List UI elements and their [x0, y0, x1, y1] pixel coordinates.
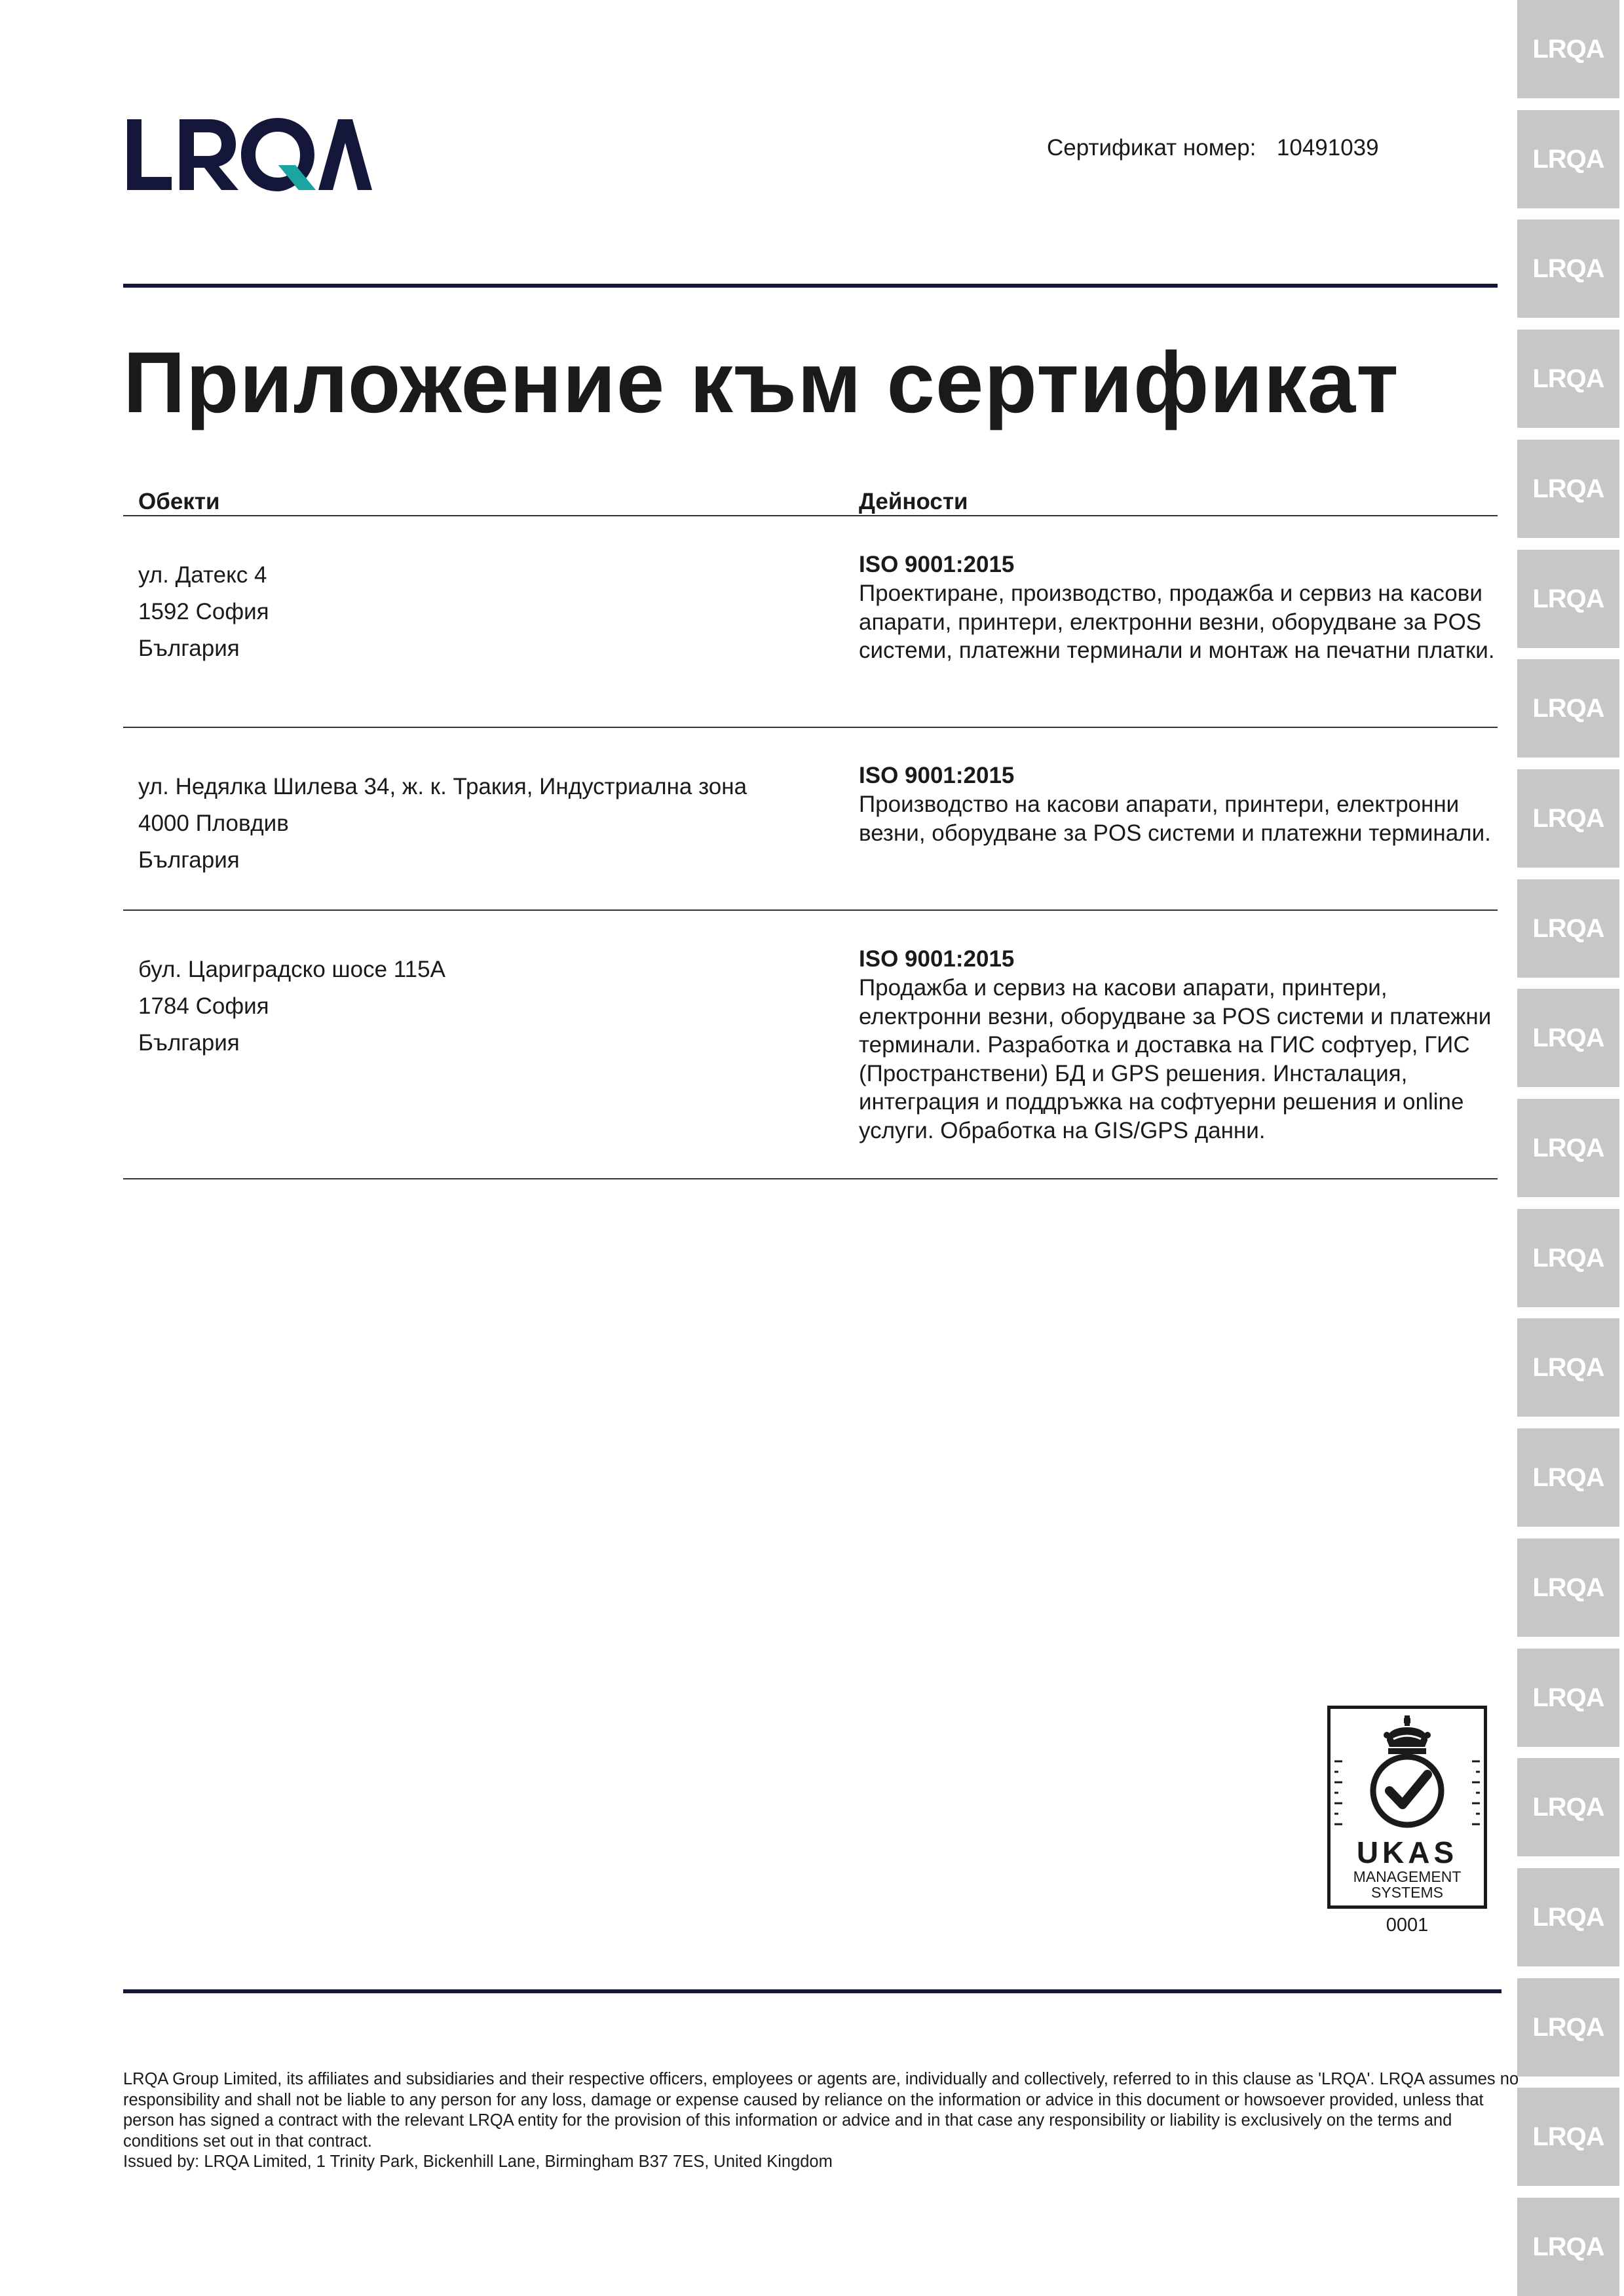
ukas-line2: SYSTEMS: [1371, 1884, 1443, 1901]
side-tab-lrqa: [1517, 769, 1619, 868]
side-tab-lrqa: [1517, 1868, 1619, 1966]
side-tab-lrqa: [1517, 440, 1619, 538]
side-tab-lrqa: [1517, 989, 1619, 1087]
activity-description: Проектиране, производство, продажба и сервиз на касови апарати, принтери, електронни везни, оборудване за POS системи, платежни терминали и монтаж на печатни платки.: [859, 581, 1495, 663]
side-tab-label: LRQA: [1532, 1902, 1604, 1932]
side-tab-label: LRQA: [1532, 2012, 1604, 2042]
table-row: [138, 769, 747, 879]
footer-issued-by: Issued by: LRQA Limited, 1 Trinity Park, Bickenhill Lane, Birmingham B37 7ES, United Kingdom: [123, 2152, 833, 2171]
side-tab-lrqa: [1517, 2198, 1619, 2296]
side-tab-label: LRQA: [1532, 803, 1604, 833]
side-tab-label: LRQA: [1532, 2232, 1604, 2261]
activity-cell: [859, 550, 1514, 665]
side-tab-lrqa: [1517, 1649, 1619, 1747]
side-tab-lrqa: [1517, 879, 1619, 978]
site-city: 4000 Пловдив: [138, 811, 289, 836]
side-tab-label: LRQA: [1532, 144, 1604, 174]
site-street: ул. Датекс 4: [138, 562, 267, 588]
side-tab-label: LRQA: [1532, 1352, 1604, 1382]
site-street: бул. Цариградско шосе 115А: [138, 957, 445, 982]
side-tab-lrqa: [1517, 1099, 1619, 1197]
certificate-number-value: 10491039: [1276, 135, 1379, 161]
table-row: [138, 951, 445, 1062]
ukas-mark: [1327, 1706, 1487, 1909]
side-tab-lrqa: [1517, 1318, 1619, 1417]
side-tab-lrqa: [1517, 1428, 1619, 1527]
site-city: 1592 София: [138, 599, 269, 624]
lrqa-logo: [123, 115, 372, 194]
footer-divider: [123, 1989, 1501, 1993]
side-tab-lrqa: [1517, 2088, 1619, 2186]
side-tab-label: LRQA: [1532, 693, 1604, 723]
side-tab-label: LRQA: [1532, 1243, 1604, 1272]
side-tab-lrqa: [1517, 1539, 1619, 1637]
site-street: ул. Недялка Шилева 34, ж. к. Тракия, Индустриална зона: [138, 774, 747, 799]
table-bottom-divider: [123, 1178, 1498, 1179]
side-tab-label: LRQA: [1532, 2122, 1604, 2151]
side-tab-lrqa: [1517, 220, 1619, 318]
activity-cell: [859, 945, 1514, 1145]
table-row: [138, 557, 269, 667]
iso-standard: ISO 9001:2015: [859, 763, 1015, 788]
side-tab-label: LRQA: [1532, 1133, 1604, 1162]
certificate-number: [1047, 135, 1379, 161]
side-tab-label: LRQA: [1532, 1792, 1604, 1822]
column-header-sites: Обекти: [138, 489, 220, 514]
activity-cell: [859, 761, 1514, 847]
side-tab-lrqa: [1517, 659, 1619, 757]
side-tab-lrqa: [1517, 0, 1619, 98]
page-title: Приложение към сертификат: [123, 334, 1399, 430]
side-tab-label: LRQA: [1532, 1573, 1604, 1602]
site-country: България: [138, 1030, 240, 1056]
row-divider: [123, 909, 1498, 911]
side-tab-strip: [1517, 0, 1624, 2296]
ukas-accreditation-number: 0001: [1386, 1915, 1429, 1936]
side-tab-lrqa: [1517, 330, 1619, 428]
iso-standard: ISO 9001:2015: [859, 946, 1015, 972]
iso-standard: ISO 9001:2015: [859, 552, 1015, 577]
side-tab-label: LRQA: [1532, 1023, 1604, 1052]
row-divider: [123, 727, 1498, 728]
side-tab-label: LRQA: [1532, 1683, 1604, 1712]
site-city: 1784 София: [138, 993, 269, 1019]
footer-disclaimer: LRQA Group Limited, its affiliates and subsidiaries and their respective officers, employees or agents are, individually and collectively, referred to in this clause as 'LRQA'. LRQA assumes no responsibility and shall not be liable to any person for any loss, damage or expense caused by reliance on the information or advice in this document or howsoever provided, unless that person has signed a contract with the relevant LRQA entity for the provision of this information or advice and in that case any responsibility or liability is exclusively on the terms and conditions set out in that contract.: [123, 2070, 1519, 2151]
side-tab-label: LRQA: [1532, 474, 1604, 503]
side-tab-lrqa: [1517, 550, 1619, 648]
ukas-word: UKAS: [1356, 1835, 1458, 1869]
side-tab-lrqa: [1517, 110, 1619, 208]
side-tab-lrqa: [1517, 1758, 1619, 1856]
side-tab-lrqa: [1517, 1209, 1619, 1307]
activity-description: Продажба и сервиз на касови апарати, принтери, електронни везни, оборудване за POS системи и платежни терминали. Разработка и доставка на ГИС софтуер, ГИС (Пространствени) БД и GPS решения. Инсталация, интеграция и поддръжка на софтуерни решения и online услуги. Обработка на GIS/GPS данни.: [859, 975, 1492, 1143]
ukas-line1: MANAGEMENT: [1353, 1868, 1462, 1885]
header-divider: [123, 284, 1498, 288]
table-header-divider: [123, 515, 1498, 516]
side-tab-label: LRQA: [1532, 254, 1604, 283]
side-tab-label: LRQA: [1532, 364, 1604, 393]
column-header-activities: Дейности: [859, 489, 968, 514]
side-tab-label: LRQA: [1532, 584, 1604, 613]
side-tab-label: LRQA: [1532, 1463, 1604, 1492]
side-tab-lrqa: [1517, 1978, 1619, 2076]
side-tab-label: LRQA: [1532, 34, 1604, 64]
site-country: България: [138, 636, 240, 661]
side-tab-label: LRQA: [1532, 913, 1604, 943]
activity-description: Производство на касови апарати, принтери, електронни везни, оборудване за POS системи и платежни терминали.: [859, 792, 1491, 846]
certificate-number-label: Сертификат номер:: [1047, 135, 1256, 161]
site-country: България: [138, 847, 240, 873]
